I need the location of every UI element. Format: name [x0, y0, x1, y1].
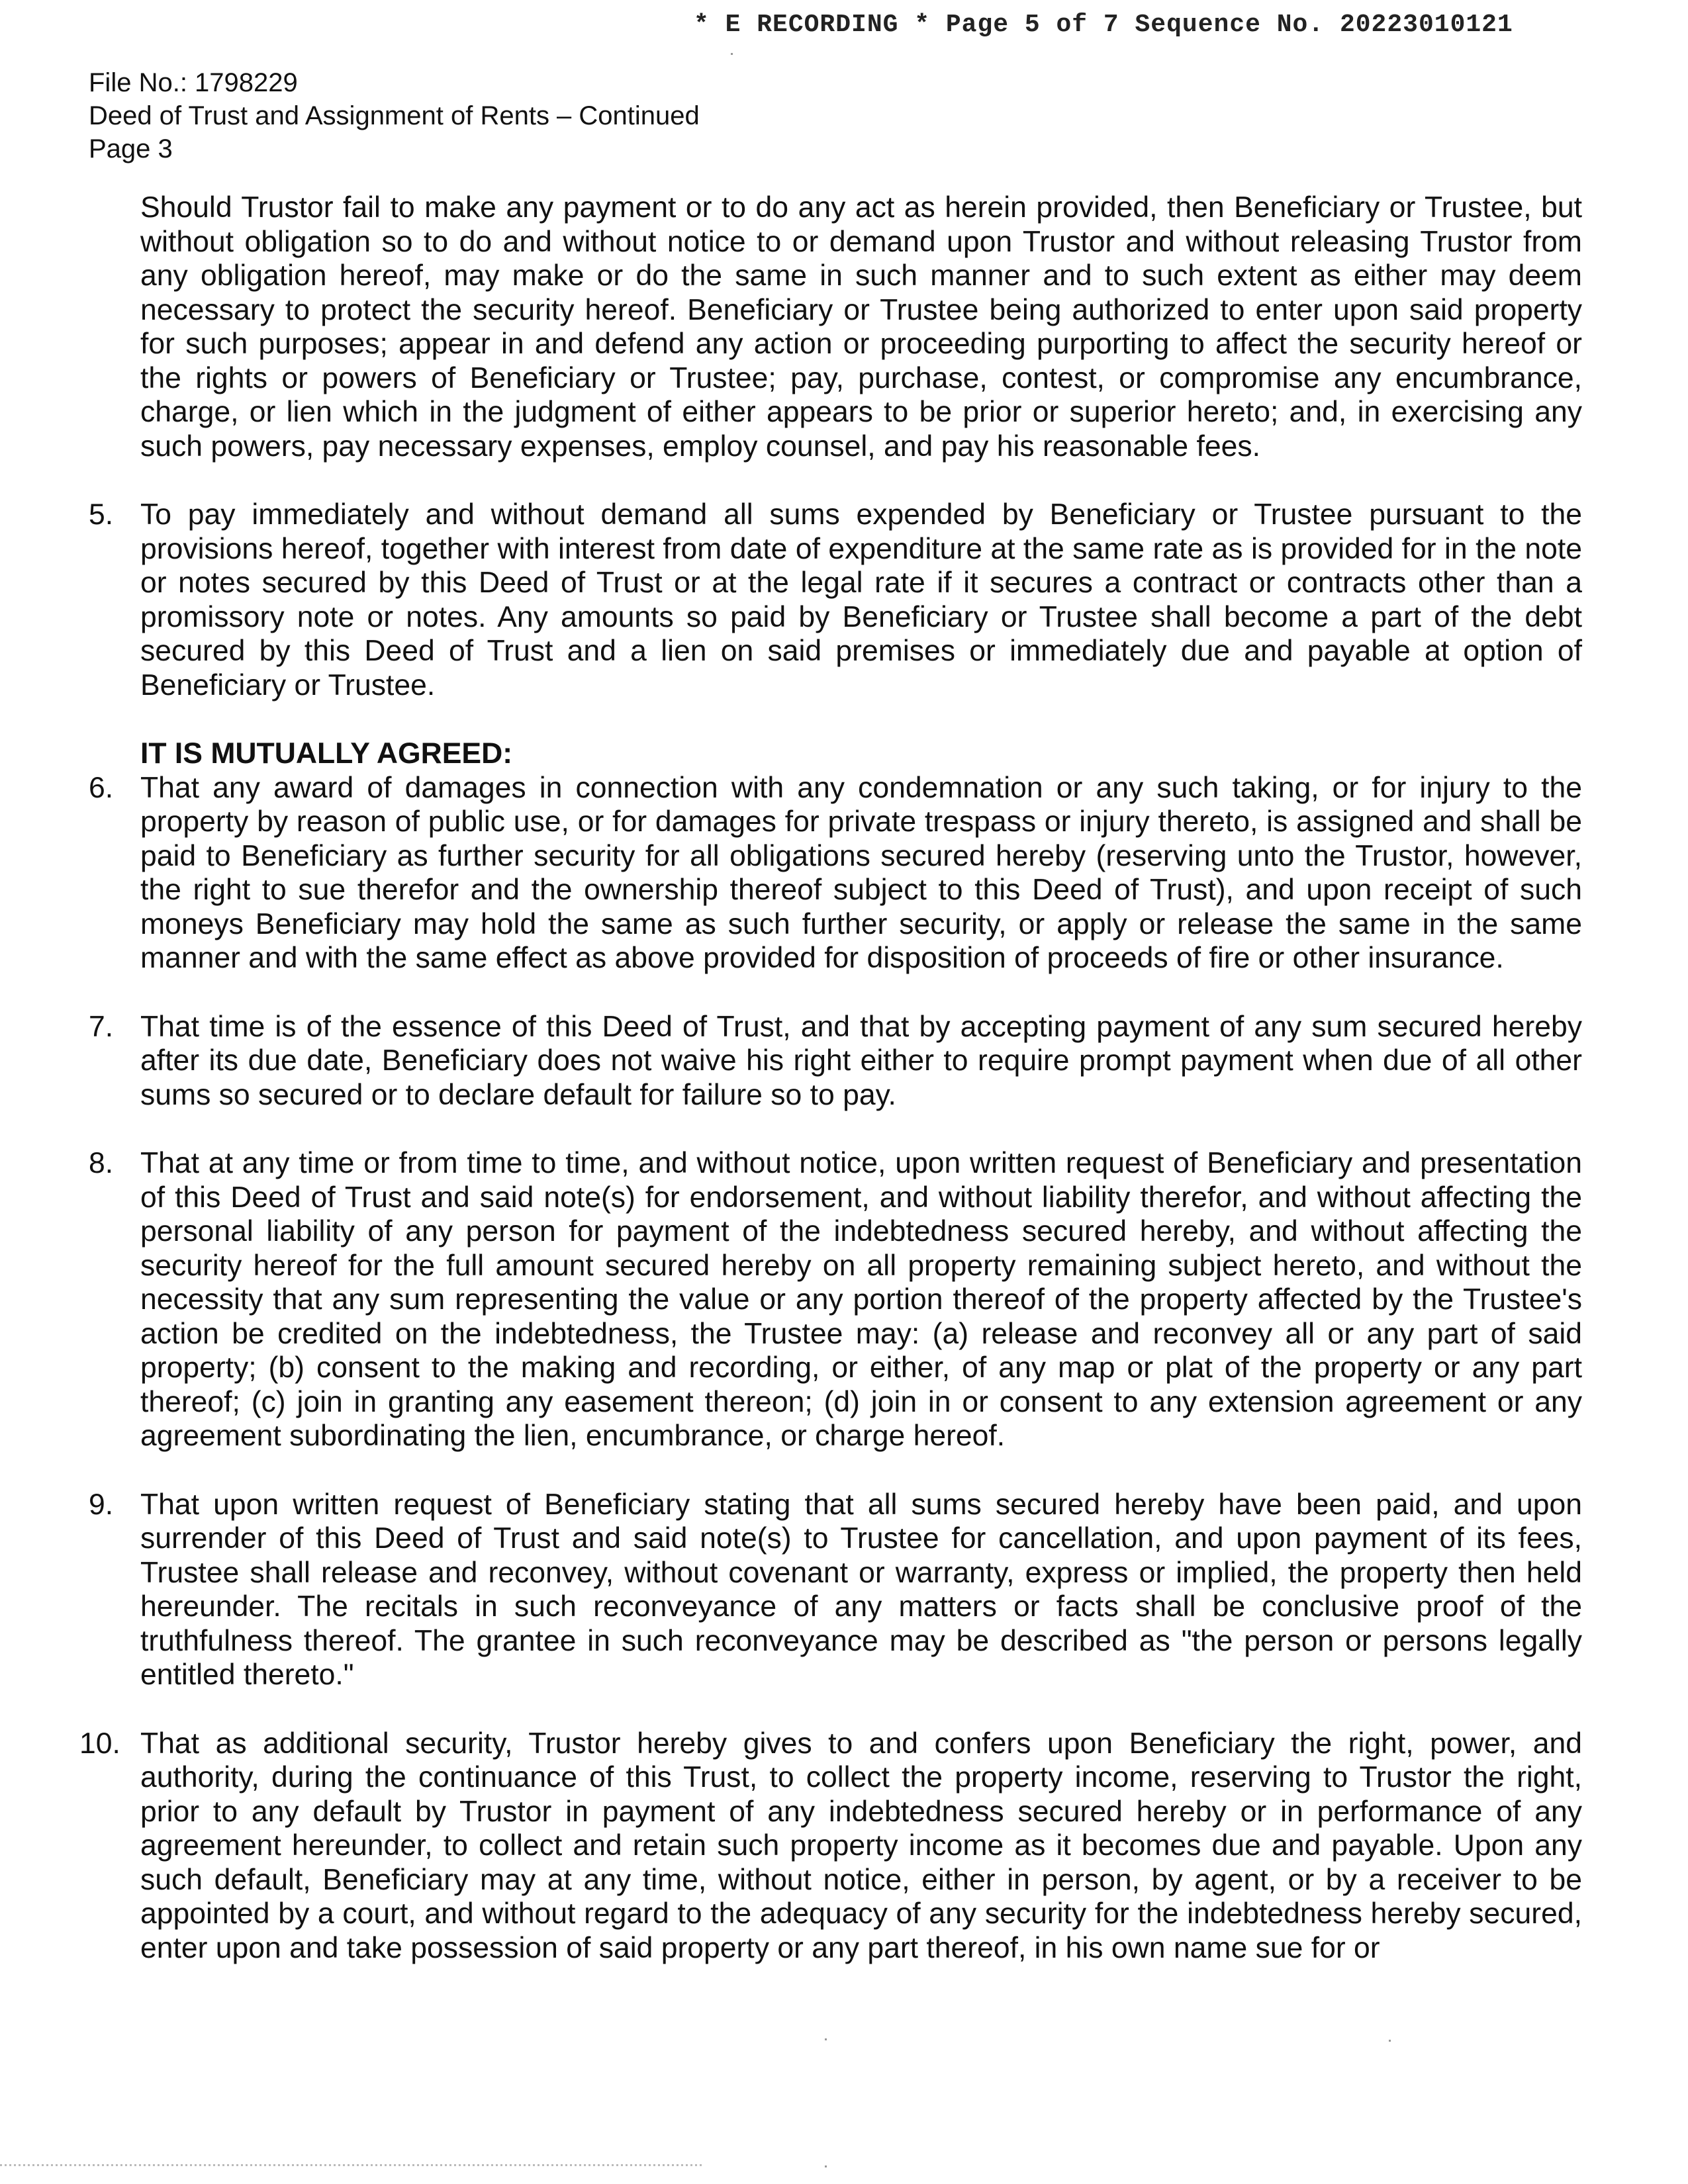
- section-heading: IT IS MUTUALLY AGREED:: [140, 737, 513, 770]
- clause-text: That as additional security, Trustor hereby gives to and confers upon Beneficiary the right, power, and authority, during the continuance of this Trust, to collect the property income, reserving to Trustor the right, prior to any default by Trustor in payment of any indebtedness secured hereby or in performance of any agreement hereunder, to collect and retain such property income as it becomes due and payable. Upon any such default, Beneficiary may at any time, without notice, either in person, by agent, or by a receiver to be appointed by a court, and without regard to the adequacy of any security for the indebtedness hereby secured, enter upon and take possession of said property or any part thereof, in his own name sue for or: [140, 1727, 1582, 1964]
- clause-text: That at any time or from time to time, and without notice, upon written request of Beneficiary and presentation of this Deed of Trust and said note(s) for endorsement, and without liability therefor, and without affecting the personal liability of any person for payment of the indebtedness secured hereby, and without affecting the security hereof for the full amount secured hereby on all property remaining subject hereto, and without the necessity that any sum representing the value or any portion thereof of the property affected by the Trustee's action be credited on the indebtedness, the Trustee may: (a) release and reconvey all or any part of said property; (b) consent to the making and recording, or either, of any map or plat of the property or any part thereof; (c) join in granting any easement thereon; (d) join in or consent to any extension agreement or any agreement subordinating the lien, encumbrance, or charge hereof.: [140, 1147, 1582, 1452]
- document-body: [79, 191, 1582, 1999]
- scan-speck: [825, 2038, 827, 2040]
- intro-paragraph: [79, 191, 1582, 463]
- scan-edge-noise: [0, 2164, 702, 2166]
- clause-8: [79, 1146, 1582, 1453]
- clause-9: [79, 1488, 1582, 1692]
- document-header: [89, 66, 700, 165]
- clause-number: 5.: [89, 498, 114, 531]
- clause-5: [79, 498, 1582, 702]
- clause-10: [79, 1727, 1582, 1966]
- clause-number: 6.: [89, 771, 114, 804]
- clause-text: That time is of the essence of this Deed of Trust, and that by accepting payment of any sum secured hereby after its due date, Beneficiary does not waive his right either to require prompt payment when due of all other sums so secured or to declare default for failure so to pay.: [140, 1010, 1582, 1111]
- clause-text: That upon written request of Beneficiary stating that all sums secured hereby have been paid, and upon surrender of this Deed of Trust and said note(s) to Trustee for cancellation, and upon payment of its fees, Trustee shall release and reconvey, without covenant or warranty, express or implied, the property then held hereunder. The recitals in such reconveyance of any matters or facts shall be conclusive proof of the truthfulness thereof. The grantee in such reconveyance may be described as "the person or persons legally entitled thereto.": [140, 1488, 1582, 1691]
- clause-7: [79, 1010, 1582, 1113]
- file-number: File No.: 1798229: [89, 68, 298, 97]
- clause-number: 7.: [89, 1010, 114, 1043]
- scan-speck: [825, 2165, 827, 2167]
- clause-text: To pay immediately and without demand all sums expended by Beneficiary or Trustee pursuant to the provisions hereof, together with interest from date of expenditure at the same rate as is provided for in the note or notes secured by this Deed of Trust or at the legal rate if it secures a contract or contracts other than a promissory note or notes. Any amounts so paid by Beneficiary or Trustee shall become a part of the debt secured by this Deed of Trust and a lien on said premises or immediately due and payable at option of Beneficiary or Trustee.: [140, 498, 1582, 702]
- clause-number: 10.: [79, 1727, 120, 1760]
- scan-speck: [731, 53, 733, 55]
- clause-6: [79, 771, 1582, 976]
- recording-stamp: * E RECORDING * Page 5 of 7 Sequence No. 20223010121: [694, 11, 1513, 39]
- clause-number: 8.: [89, 1147, 114, 1179]
- clause-number: 9.: [89, 1488, 114, 1521]
- document-title: Deed of Trust and Assignment of Rents – Continued: [89, 101, 700, 130]
- page-label: Page 3: [89, 134, 173, 163]
- intro-text: Should Trustor fail to make any payment or to do any act as herein provided, then Beneficiary or Trustee, but without obligation so to do and without notice to or demand upon Trustor and without releasing Trustor from any obligation hereof, may make or do the same in such manner and to such extent as either may deem necessary to protect the security hereof. Beneficiary or Trustee being authorized to enter upon said property for such purposes; appear in and defend any action or proceeding purporting to affect the security hereof or the rights or powers of Beneficiary or Trustee; pay, purchase, contest, or compromise any encumbrance, charge, or lien which in the judgment of either appears to be prior or superior hereto; and, in exercising any such powers, pay necessary expenses, employ counsel, and pay his reasonable fees.: [140, 191, 1582, 463]
- scan-speck: [1389, 2040, 1391, 2042]
- clause-text: That any award of damages in connection with any condemnation or any such taking, or for injury to the property by reason of public use, or for damages for private trespass or injury thereto, is assigned and shall be paid to Beneficiary as further security for all obligations secured hereby (reserving unto the Trustor, however, the right to sue therefor and the ownership thereof subject to this Deed of Trust), and upon receipt of such moneys Beneficiary may hold the same as such further security, or apply or release the same in the same manner and with the same effect as above provided for disposition of proceeds of fire or other insurance.: [140, 771, 1582, 974]
